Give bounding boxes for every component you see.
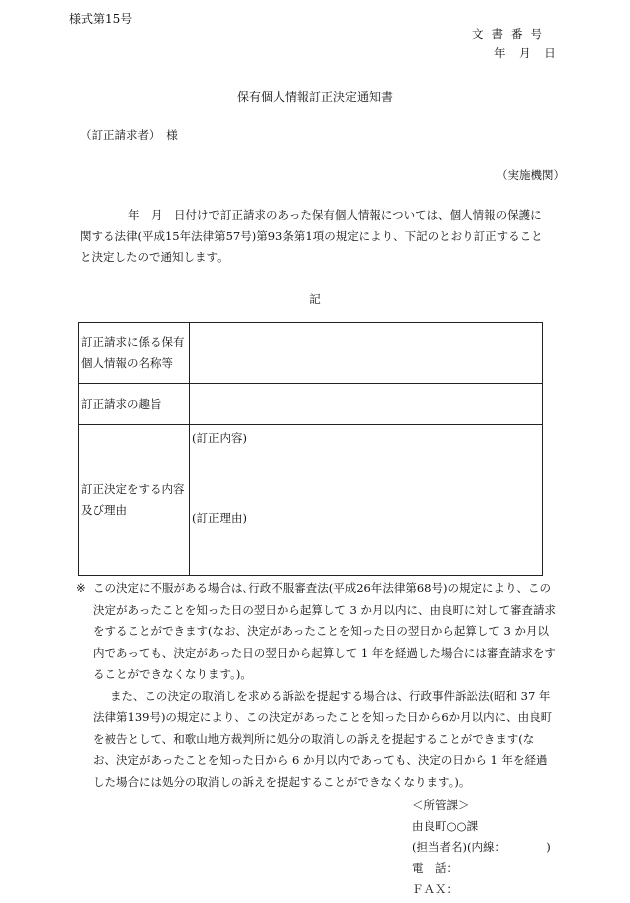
row3-label: 訂正決定をする内容及び理由 (79, 425, 190, 576)
correction-table (78, 322, 543, 576)
form-number: 様式第15号 (69, 12, 133, 26)
table-row (79, 425, 543, 576)
contact-fax: ＦＡＸ： (412, 882, 458, 896)
note-1-text: この決定に不服がある場合は､行政不服審査法(平成26年法律第68号)の規定により、この決定があったことを知った日の翌日から起算して 3 か月以内に、由良町に対して審査請求をすることができます(なお、決定があったことを知った日の翌日から起算して 3 か月以内であっても、決定があった日の翌日から起算して 1 年を経過した場合には審査請求をすることができなくなります。)。 (93, 581, 557, 681)
notes-section (76, 578, 556, 793)
row1-value (190, 323, 543, 384)
table-row (79, 323, 543, 384)
addressee: （訂正請求者） 様 (80, 128, 178, 142)
correction-content-label: (訂正内容) (192, 431, 247, 445)
body-paragraph: 年 月 日付けで訂正請求のあった保有個人情報については、個人情報の保護に関する法律(平成15年法律第57号)第93条第1項の規定により、下記のとおり訂正することと決定したので通知します。 (80, 208, 543, 264)
note-2: また、この決定の取消しを求める訴訟を提起する場合は、行政事件訴訟法(昭和 37 年法律第139号)の規定により、この決定があったことを知った日から6か月以内に、由良町を被告として、和歌山地方裁判所に処分の取消しの訴えを提起することができます(なお、決定があったことを知った日から 6 か月以内であっても、決定の日から 1 年を経過した場合には処分の取消しの訴えを提起することができなくなります。)。 (93, 688, 553, 789)
document-title: 保有個人情報訂正決定通知書 (236, 90, 393, 104)
row2-value (190, 384, 543, 425)
body-paragraph-container (80, 205, 550, 268)
table-row (79, 384, 543, 425)
document-number-label: 文書番号 (472, 27, 550, 41)
ki-heading: 記 (309, 292, 321, 306)
note-1 (76, 578, 556, 686)
row1-label: 訂正請求に係る保有個人情報の名称等 (79, 323, 190, 384)
issuing-agency: （実施機関） (496, 168, 565, 182)
contact-dept: ＜所管課＞ (412, 798, 470, 812)
note-mark: ※ (76, 581, 86, 595)
document-date-label: 年 月 日 (494, 46, 556, 60)
contact-person: (担当者名)(内線： ) (412, 840, 551, 854)
contact-block (412, 795, 551, 900)
contact-phone: 電 話： (412, 861, 458, 875)
correction-reason-label: (訂正理由) (192, 511, 247, 525)
contact-section: 由良町○○課 (412, 819, 479, 833)
row3-value (190, 425, 543, 576)
row2-label: 訂正請求の趣旨 (79, 384, 190, 425)
